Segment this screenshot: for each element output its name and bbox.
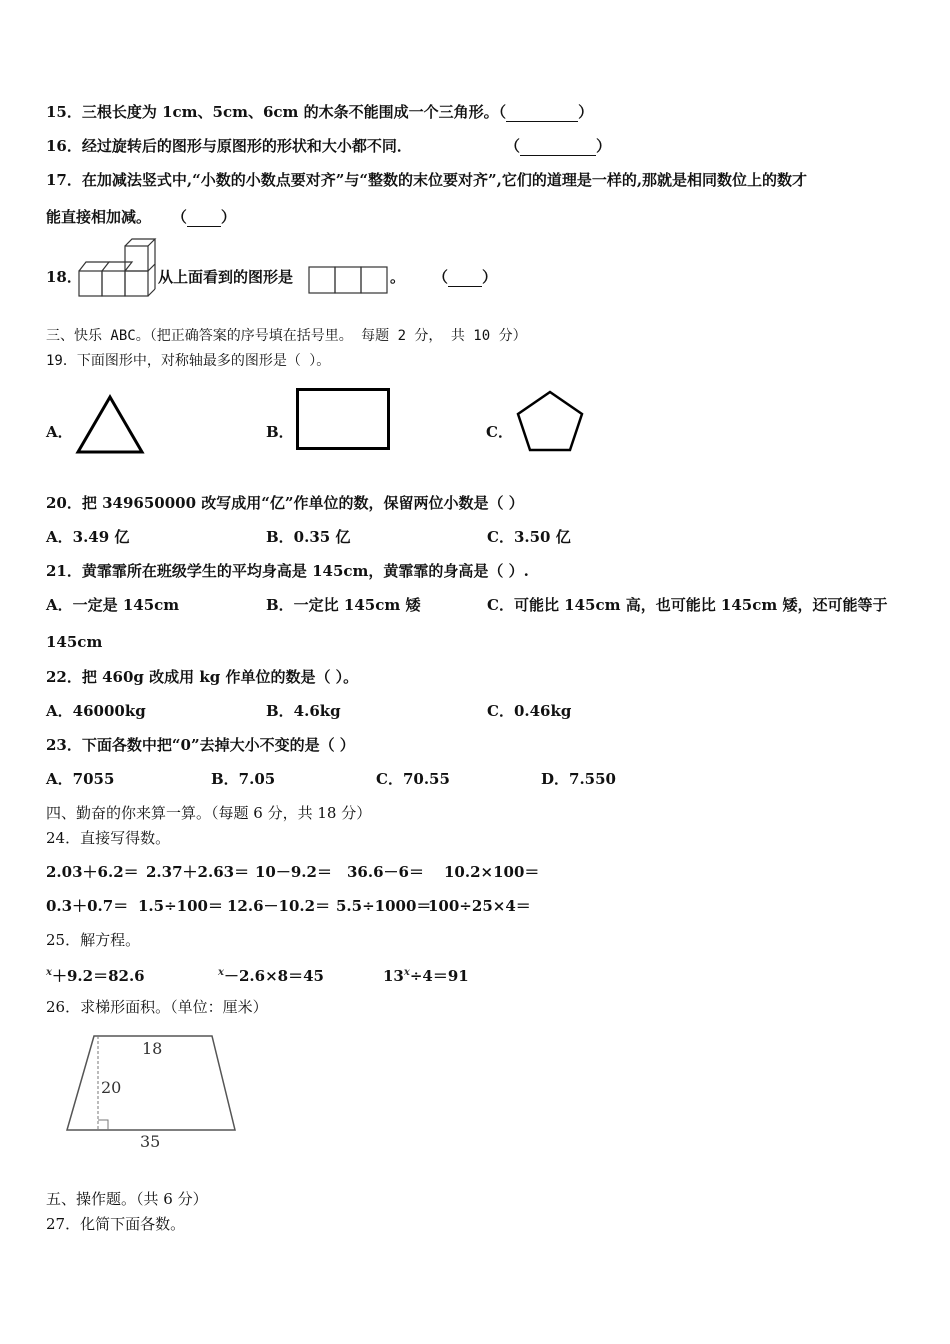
question-25: 25．解方程。 [46, 931, 141, 949]
q21-option-b[interactable]: B．一定比 145cm 矮 [266, 596, 421, 614]
q15-text: 15．三根长度为 1cm、5cm、6cm 的木条不能围成一个三角形。（ [46, 103, 507, 121]
pentagon-shape [515, 390, 585, 452]
q22-option-b[interactable]: B．4.6kg [266, 702, 341, 720]
answer-blank[interactable] [187, 212, 221, 227]
q23-option-a[interactable]: A．7055 [46, 770, 115, 788]
answer-blank[interactable] [448, 272, 482, 287]
equation-2: $^x$－2.6×8＝45 [218, 967, 324, 985]
q16-text: 16．经过旋转后的图形与原图形的形状和大小都不同． [46, 137, 412, 155]
calc-item: 5.5÷1000＝ [336, 897, 432, 915]
q19-option-a[interactable]: A． [46, 423, 73, 441]
q18-end: 。 [390, 268, 406, 286]
cube-stack-figure [78, 238, 158, 298]
triangle-shape [76, 395, 144, 455]
q18-answer: （ ） [433, 268, 498, 286]
q23-option-c[interactable]: C．70.55 [376, 770, 450, 788]
q20-option-c[interactable]: C．3.50 亿 [487, 528, 571, 546]
calc-item: 2.03＋6.2＝ [46, 863, 139, 881]
question-21: 21．黄霏霏所在班级学生的平均身高是 145cm，黄霏霏的身高是（ ）. [46, 562, 529, 580]
trapezoid-height-label: 20 [101, 1078, 122, 1097]
trapezoid-bottom-label: 35 [140, 1132, 161, 1151]
calc-item: 10.2×100＝ [444, 863, 540, 881]
q21-option-a[interactable]: A．一定是 145cm [46, 596, 180, 614]
trapezoid-top-label: 18 [142, 1039, 163, 1058]
answer-blank[interactable] [520, 141, 596, 156]
section-3-heading: 三、快乐 ABC。（把正确答案的序号填在括号里。 每题 2 分， 共 10 分） [46, 328, 527, 344]
q23-option-b[interactable]: B．7.05 [211, 770, 276, 788]
calc-item: 2.37＋2.63＝ [146, 863, 250, 881]
q21-option-c[interactable]: C．可能比 145cm 高，也可能比 145cm 矮，还可能等于 [487, 596, 888, 614]
q20-option-b[interactable]: B．0.35 亿 [266, 528, 351, 546]
question-26: 26．求梯形面积。（单位：厘米） [46, 998, 268, 1016]
calc-item: 1.5÷100＝ [138, 897, 223, 915]
question-16 [46, 136, 412, 156]
calc-item: 12.6－10.2＝ [227, 897, 331, 915]
q18-text: 从上面看到的图形是 [158, 268, 294, 286]
question-27: 27．化简下面各数。 [46, 1215, 186, 1233]
question-15: 15．三根长度为 1cm、5cm、6cm 的木条不能围成一个三角形。（ ） [46, 103, 594, 121]
answer-blank[interactable] [506, 107, 578, 122]
q21-option-c-continued: 145cm [46, 633, 103, 651]
q22-option-a[interactable]: A．46000kg [46, 702, 146, 720]
q19-option-b[interactable]: B． [266, 423, 294, 441]
q17-line2: 能直接相加减。 （ ） [46, 208, 236, 226]
calc-item: 0.3＋0.7＝ [46, 897, 129, 915]
calc-item: 10－9.2＝ [255, 863, 332, 881]
question-24: 24．直接写得数。 [46, 829, 171, 847]
calc-item: 100÷25×4＝ [428, 897, 531, 915]
question-23: 23．下面各数中把“0”去掉大小不变的是（ ） [46, 736, 355, 754]
q17-line1: 17．在加减法竖式中,“小数的小数点要对齐”与“整数的末位要对齐”,它们的道理是一样的,那就是相同数位上的数才 [46, 171, 808, 189]
section-4-heading: 四、勤奋的你来算一算。（每题 6 分，共 18 分） [46, 804, 372, 822]
calc-item: 36.6－6＝ [347, 863, 424, 881]
q23-option-d[interactable]: D．7.550 [541, 770, 616, 788]
rectangle-shape [296, 388, 390, 450]
q19-option-c[interactable]: C． [486, 423, 513, 441]
equation-1: $^x$＋9.2＝82.6 [46, 967, 145, 985]
question-20: 20．把 349650000 改写成用“亿”作单位的数，保留两位小数是（ ） [46, 494, 524, 512]
q20-option-a[interactable]: A．3.49 亿 [46, 528, 130, 546]
section-5-heading: 五、操作题。（共 6 分） [46, 1190, 208, 1208]
trapezoid-figure [62, 1032, 242, 1156]
top-view-figure [308, 266, 388, 294]
question-22: 22．把 460g 改成用 kg 作单位的数是（ ）。 [46, 668, 359, 686]
q16-answer: （ ） [505, 137, 612, 155]
question-19: 19．下面图形中，对称轴最多的图形是（ ）。 [46, 353, 331, 369]
q18-num: 18． [46, 268, 82, 286]
q22-option-c[interactable]: C．0.46kg [487, 702, 572, 720]
equation-3: $13^x\div 4=91$ [383, 967, 469, 985]
